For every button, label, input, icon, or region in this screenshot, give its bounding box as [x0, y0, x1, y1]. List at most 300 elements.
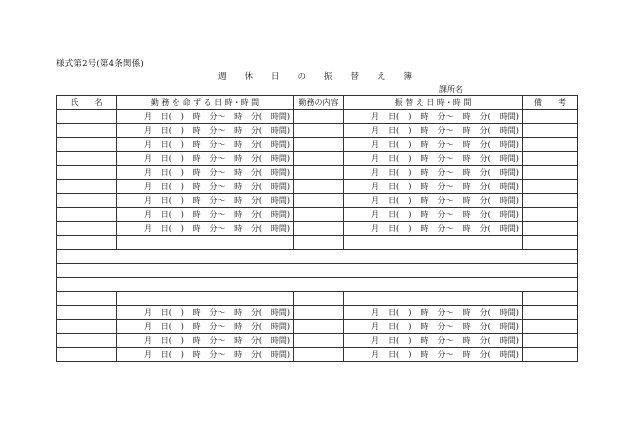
dt-paren: ) — [408, 168, 412, 177]
dt-hours: 時間) — [270, 140, 290, 149]
dt-minute-to: 分( — [250, 210, 263, 219]
dt-paren: ) — [180, 224, 184, 233]
rule-gap — [57, 264, 578, 278]
dt-month: 月 — [144, 210, 152, 219]
remarks-cell[interactable] — [523, 348, 578, 362]
dt-hour: 時 — [420, 350, 429, 359]
dt-minute-to: 分( — [250, 196, 263, 205]
work-content-cell[interactable] — [294, 222, 344, 236]
dt-minute-to: 分( — [479, 350, 491, 359]
dt-minute-to: 分( — [479, 210, 491, 219]
dt-month: 月 — [144, 168, 152, 177]
table-row — [57, 320, 578, 334]
dt-paren: ) — [408, 336, 412, 345]
name-cell[interactable] — [57, 152, 117, 166]
dt-month: 月 — [144, 322, 152, 331]
dt-hours: 時間) — [270, 336, 290, 345]
header-name: 氏 名 — [57, 96, 117, 110]
dt-minute-from: 分〜 — [209, 168, 226, 177]
dt-hours: 時間) — [270, 112, 290, 121]
dt-day: 日( — [160, 336, 172, 345]
dt-minute-to: 分( — [479, 322, 491, 331]
dt-hour2: 時 — [462, 126, 471, 135]
name-cell[interactable] — [57, 320, 117, 334]
dt-minute-from: 分〜 — [209, 308, 226, 317]
dt-hours: 時間) — [499, 336, 519, 345]
dt-month: 月 — [144, 308, 152, 317]
dt-minute-from: 分〜 — [437, 154, 454, 163]
dt-hours: 時間) — [499, 112, 519, 121]
dt-minute-to: 分( — [250, 126, 263, 135]
dt-hours: 時間) — [499, 210, 519, 219]
dt-minute-from: 分〜 — [437, 182, 454, 191]
dt-minute-from: 分〜 — [437, 112, 454, 121]
dt-minute-to: 分( — [479, 140, 491, 149]
dt-paren: ) — [180, 210, 184, 219]
dt-hours: 時間) — [270, 196, 290, 205]
dt-paren: ) — [180, 350, 184, 359]
substitute-datetime-cell[interactable] — [344, 320, 523, 334]
double-rule-top — [57, 250, 578, 264]
dt-day: 日( — [160, 168, 172, 177]
dt-hour: 時 — [192, 336, 201, 345]
dt-hour2: 時 — [462, 336, 471, 345]
dt-hours: 時間) — [270, 350, 290, 359]
ordered-datetime-cell[interactable] — [117, 334, 294, 348]
dt-hours: 時間) — [499, 126, 519, 135]
name-cell[interactable] — [57, 180, 117, 194]
dt-minute-from: 分〜 — [437, 336, 454, 345]
dt-month: 月 — [371, 126, 379, 135]
dt-paren: ) — [180, 308, 184, 317]
dt-hour2: 時 — [462, 182, 471, 191]
table-row — [57, 334, 578, 348]
dt-minute-to: 分( — [479, 308, 491, 317]
dt-paren: ) — [408, 224, 412, 233]
remarks-cell[interactable] — [523, 222, 578, 236]
remarks-cell[interactable] — [523, 306, 578, 320]
dt-day: 日( — [160, 210, 172, 219]
dt-hour2: 時 — [234, 168, 243, 177]
dt-minute-from: 分〜 — [437, 140, 454, 149]
ordered-datetime-cell[interactable] — [117, 208, 294, 222]
work-content-cell[interactable] — [294, 320, 344, 334]
work-content-cell[interactable] — [294, 208, 344, 222]
dt-month: 月 — [371, 154, 379, 163]
ordered-datetime-cell[interactable] — [117, 222, 294, 236]
dt-month: 月 — [144, 112, 152, 121]
remarks-cell[interactable] — [523, 180, 578, 194]
substitute-datetime-cell[interactable] — [344, 180, 523, 194]
dt-minute-from: 分〜 — [209, 126, 226, 135]
dt-hour: 時 — [420, 112, 429, 121]
lower-rows — [57, 306, 578, 362]
dt-hours: 時間) — [270, 210, 290, 219]
table-row — [57, 348, 578, 362]
dt-hours: 時間) — [270, 322, 290, 331]
header-row — [57, 96, 578, 110]
remarks-cell[interactable] — [523, 110, 578, 124]
name-cell[interactable] — [57, 166, 117, 180]
dt-month: 月 — [371, 336, 379, 345]
dt-hour2: 時 — [234, 336, 243, 345]
dt-hour: 時 — [192, 126, 201, 135]
dt-month: 月 — [371, 210, 379, 219]
dt-paren: ) — [180, 196, 184, 205]
dt-month: 月 — [371, 308, 379, 317]
name-cell[interactable] — [57, 334, 117, 348]
work-content-cell[interactable] — [294, 124, 344, 138]
dt-paren: ) — [408, 182, 412, 191]
dt-month: 月 — [144, 336, 152, 345]
dt-paren: ) — [180, 182, 184, 191]
dt-hour2: 時 — [462, 210, 471, 219]
table-row — [57, 306, 578, 320]
dt-minute-from: 分〜 — [209, 224, 226, 233]
dt-day: 日( — [388, 126, 400, 135]
substitute-datetime-cell[interactable] — [344, 222, 523, 236]
dt-hour: 時 — [192, 154, 201, 163]
dt-hour: 時 — [420, 140, 429, 149]
dt-minute-from: 分〜 — [209, 350, 226, 359]
double-rule-bottom — [57, 278, 578, 292]
dt-minute-to: 分( — [250, 140, 263, 149]
dt-minute-from: 分〜 — [437, 210, 454, 219]
dt-month: 月 — [144, 224, 152, 233]
title-char: 振 — [324, 72, 333, 82]
dt-month: 月 — [144, 126, 152, 135]
substitution-table — [56, 95, 578, 362]
remarks-cell[interactable] — [523, 320, 578, 334]
dt-minute-from: 分〜 — [209, 140, 226, 149]
title-char: 替 — [350, 72, 360, 82]
dt-hour: 時 — [420, 182, 429, 191]
remarks-cell[interactable] — [523, 208, 578, 222]
dt-hour2: 時 — [462, 322, 471, 331]
work-content-cell[interactable] — [294, 334, 344, 348]
table-row — [57, 166, 578, 180]
dt-hour2: 時 — [234, 196, 243, 205]
dt-hours: 時間) — [499, 308, 519, 317]
ordered-datetime-cell[interactable] — [117, 320, 294, 334]
dt-minute-to: 分( — [479, 154, 491, 163]
dt-paren: ) — [180, 112, 184, 121]
dt-paren: ) — [408, 126, 412, 135]
dt-hours: 時間) — [499, 350, 519, 359]
dt-day: 日( — [388, 336, 400, 345]
name-cell[interactable] — [57, 194, 117, 208]
dt-hours: 時間) — [499, 154, 519, 163]
blank-row — [57, 236, 578, 250]
title-char: 簿 — [403, 72, 413, 82]
dt-paren: ) — [180, 322, 184, 331]
dt-hours: 時間) — [270, 168, 290, 177]
ordered-datetime-cell[interactable] — [117, 138, 294, 152]
dt-minute-to: 分( — [250, 168, 263, 177]
dt-paren: ) — [408, 350, 412, 359]
dt-minute-from: 分〜 — [209, 196, 226, 205]
name-cell[interactable] — [57, 138, 117, 152]
dt-day: 日( — [388, 224, 400, 233]
table-row — [57, 110, 578, 124]
dt-minute-to: 分( — [250, 336, 263, 345]
table-row — [57, 124, 578, 138]
dt-month: 月 — [144, 182, 152, 191]
work-content-cell[interactable] — [294, 180, 344, 194]
dt-minute-from: 分〜 — [437, 126, 454, 135]
dt-minute-from: 分〜 — [437, 224, 454, 233]
header-work-content: 勤務の内容 — [294, 96, 344, 110]
dt-paren: ) — [180, 126, 184, 135]
ordered-datetime-cell[interactable] — [117, 124, 294, 138]
dt-minute-from: 分〜 — [437, 308, 454, 317]
dt-month: 月 — [371, 322, 379, 331]
dt-minute-from: 分〜 — [209, 112, 226, 121]
dt-minute-to: 分( — [479, 182, 491, 191]
dt-paren: ) — [408, 196, 412, 205]
dt-day: 日( — [160, 112, 172, 121]
substitute-datetime-cell[interactable] — [344, 348, 523, 362]
dt-hour: 時 — [420, 126, 429, 135]
document-title — [0, 70, 630, 82]
dt-hours: 時間) — [499, 182, 519, 191]
dt-hour2: 時 — [462, 140, 471, 149]
dt-hour: 時 — [192, 308, 201, 317]
remarks-cell[interactable] — [523, 334, 578, 348]
name-cell[interactable] — [57, 348, 117, 362]
dt-minute-from: 分〜 — [437, 322, 454, 331]
dt-hour2: 時 — [234, 224, 243, 233]
dt-day: 日( — [388, 322, 400, 331]
dt-day: 日( — [160, 196, 172, 205]
dt-paren: ) — [408, 140, 412, 149]
dt-day: 日( — [388, 112, 400, 121]
substitute-datetime-cell[interactable] — [344, 334, 523, 348]
dt-day: 日( — [160, 308, 172, 317]
work-content-cell[interactable] — [294, 110, 344, 124]
dt-month: 月 — [144, 350, 152, 359]
dt-hour: 時 — [192, 140, 201, 149]
ordered-datetime-cell[interactable] — [117, 306, 294, 320]
dt-minute-to: 分( — [479, 224, 491, 233]
dt-hours: 時間) — [270, 308, 290, 317]
dt-hour2: 時 — [234, 210, 243, 219]
dt-day: 日( — [388, 308, 400, 317]
work-content-cell[interactable] — [294, 138, 344, 152]
dt-minute-from: 分〜 — [437, 350, 454, 359]
dt-hours: 時間) — [270, 182, 290, 191]
substitute-datetime-cell[interactable] — [344, 152, 523, 166]
dt-hour2: 時 — [234, 140, 243, 149]
table-row — [57, 180, 578, 194]
title-char: え — [377, 72, 386, 82]
name-cell[interactable] — [57, 222, 117, 236]
ordered-datetime-cell[interactable] — [117, 194, 294, 208]
dt-hour2: 時 — [462, 168, 471, 177]
dt-minute-from: 分〜 — [437, 168, 454, 177]
dt-hour2: 時 — [234, 126, 243, 135]
work-content-cell[interactable] — [294, 194, 344, 208]
dt-month: 月 — [144, 154, 152, 163]
dt-month: 月 — [371, 224, 379, 233]
dt-paren: ) — [408, 322, 412, 331]
header-ordered-datetime: 勤 務 を 命 ず る 日 時・時 間 — [117, 96, 294, 110]
dt-month: 月 — [371, 350, 379, 359]
table-row — [57, 222, 578, 236]
blank-row — [57, 292, 578, 306]
dt-hour2: 時 — [234, 112, 243, 121]
dt-minute-to: 分( — [479, 126, 491, 135]
dt-hours: 時間) — [499, 140, 519, 149]
ordered-datetime-cell[interactable] — [117, 348, 294, 362]
dt-hour2: 時 — [462, 154, 471, 163]
title-char: 週 — [217, 72, 227, 82]
remarks-cell[interactable] — [523, 138, 578, 152]
table-row — [57, 138, 578, 152]
dt-minute-from: 分〜 — [209, 336, 226, 345]
ordered-datetime-cell[interactable] — [117, 166, 294, 180]
dt-hours: 時間) — [499, 224, 519, 233]
substitute-datetime-cell[interactable] — [344, 166, 523, 180]
table-row — [57, 194, 578, 208]
dt-minute-to: 分( — [250, 322, 263, 331]
dt-paren: ) — [180, 154, 184, 163]
substitute-datetime-cell[interactable] — [344, 110, 523, 124]
title-char: の — [297, 72, 306, 82]
dt-hour: 時 — [420, 196, 429, 205]
dt-day: 日( — [160, 140, 172, 149]
dt-paren: ) — [180, 168, 184, 177]
dt-hour: 時 — [420, 168, 429, 177]
title-char: 日 — [270, 72, 280, 82]
dt-minute-to: 分( — [250, 224, 263, 233]
dt-month: 月 — [371, 112, 379, 121]
header-remarks: 備 考 — [523, 96, 578, 110]
dt-hour: 時 — [192, 196, 201, 205]
dt-day: 日( — [388, 350, 400, 359]
remarks-cell[interactable] — [523, 124, 578, 138]
remarks-cell[interactable] — [523, 152, 578, 166]
dt-day: 日( — [388, 168, 400, 177]
dt-day: 日( — [160, 224, 172, 233]
dt-hour: 時 — [192, 322, 201, 331]
name-cell[interactable] — [57, 306, 117, 320]
dt-day: 日( — [160, 126, 172, 135]
dt-hour: 時 — [192, 224, 201, 233]
dt-hour2: 時 — [234, 350, 243, 359]
substitute-datetime-cell[interactable] — [344, 208, 523, 222]
dt-hour2: 時 — [462, 350, 471, 359]
dt-day: 日( — [388, 140, 400, 149]
form-number: 様式第2号(第4条関係) — [56, 59, 144, 69]
dt-hour2: 時 — [234, 154, 243, 163]
substitute-datetime-cell[interactable] — [344, 306, 523, 320]
dt-hour2: 時 — [462, 308, 471, 317]
ordered-datetime-cell[interactable] — [117, 180, 294, 194]
dt-minute-from: 分〜 — [437, 196, 454, 205]
dt-hour: 時 — [420, 336, 429, 345]
work-content-cell[interactable] — [294, 152, 344, 166]
dt-minute-to: 分( — [250, 308, 263, 317]
dt-minute-to: 分( — [250, 112, 263, 121]
title-char: 休 — [244, 72, 253, 82]
dt-hour2: 時 — [462, 112, 471, 121]
dt-minute-to: 分( — [479, 168, 491, 177]
section-label: 課所名 — [439, 85, 463, 94]
dt-minute-from: 分〜 — [209, 210, 226, 219]
dt-hour: 時 — [192, 182, 201, 191]
dt-hour: 時 — [420, 322, 429, 331]
dt-hours: 時間) — [499, 196, 519, 205]
work-content-cell[interactable] — [294, 348, 344, 362]
dt-paren: ) — [180, 140, 184, 149]
substitute-datetime-cell[interactable] — [344, 194, 523, 208]
dt-day: 日( — [388, 196, 400, 205]
dt-hours: 時間) — [270, 154, 290, 163]
dt-day: 日( — [388, 182, 400, 191]
dt-hour2: 時 — [462, 196, 471, 205]
dt-minute-to: 分( — [479, 196, 491, 205]
dt-minute-to: 分( — [479, 336, 491, 345]
dt-hours: 時間) — [499, 322, 519, 331]
name-cell[interactable] — [57, 110, 117, 124]
name-cell[interactable] — [57, 208, 117, 222]
dt-minute-from: 分〜 — [209, 154, 226, 163]
dt-month: 月 — [371, 196, 379, 205]
dt-hours: 時間) — [499, 168, 519, 177]
table-row — [57, 152, 578, 166]
dt-hour2: 時 — [234, 182, 243, 191]
dt-paren: ) — [408, 112, 412, 121]
dt-paren: ) — [180, 336, 184, 345]
dt-hour2: 時 — [234, 308, 243, 317]
dt-minute-to: 分( — [479, 112, 491, 121]
dt-minute-to: 分( — [250, 350, 263, 359]
remarks-cell[interactable] — [523, 166, 578, 180]
dt-hour: 時 — [420, 154, 429, 163]
dt-day: 日( — [388, 210, 400, 219]
dt-paren: ) — [408, 308, 412, 317]
dt-hour: 時 — [192, 350, 201, 359]
dt-day: 日( — [160, 350, 172, 359]
dt-hour: 時 — [420, 224, 429, 233]
dt-month: 月 — [144, 196, 152, 205]
work-content-cell[interactable] — [294, 166, 344, 180]
dt-day: 日( — [388, 154, 400, 163]
work-content-cell[interactable] — [294, 306, 344, 320]
dt-month: 月 — [371, 182, 379, 191]
dt-minute-to: 分( — [250, 154, 263, 163]
remarks-cell[interactable] — [523, 194, 578, 208]
dt-hour: 時 — [192, 210, 201, 219]
upper-rows — [57, 110, 578, 236]
dt-hour: 時 — [420, 308, 429, 317]
table-row — [57, 208, 578, 222]
dt-hour2: 時 — [462, 224, 471, 233]
dt-hour2: 時 — [234, 322, 243, 331]
substitute-datetime-cell[interactable] — [344, 138, 523, 152]
name-cell[interactable] — [57, 124, 117, 138]
ordered-datetime-cell[interactable] — [117, 152, 294, 166]
dt-paren: ) — [408, 210, 412, 219]
dt-day: 日( — [160, 182, 172, 191]
substitute-datetime-cell[interactable] — [344, 124, 523, 138]
dt-month: 月 — [371, 140, 379, 149]
ordered-datetime-cell[interactable] — [117, 110, 294, 124]
dt-hour: 時 — [192, 168, 201, 177]
dt-hours: 時間) — [270, 126, 290, 135]
dt-day: 日( — [160, 154, 172, 163]
